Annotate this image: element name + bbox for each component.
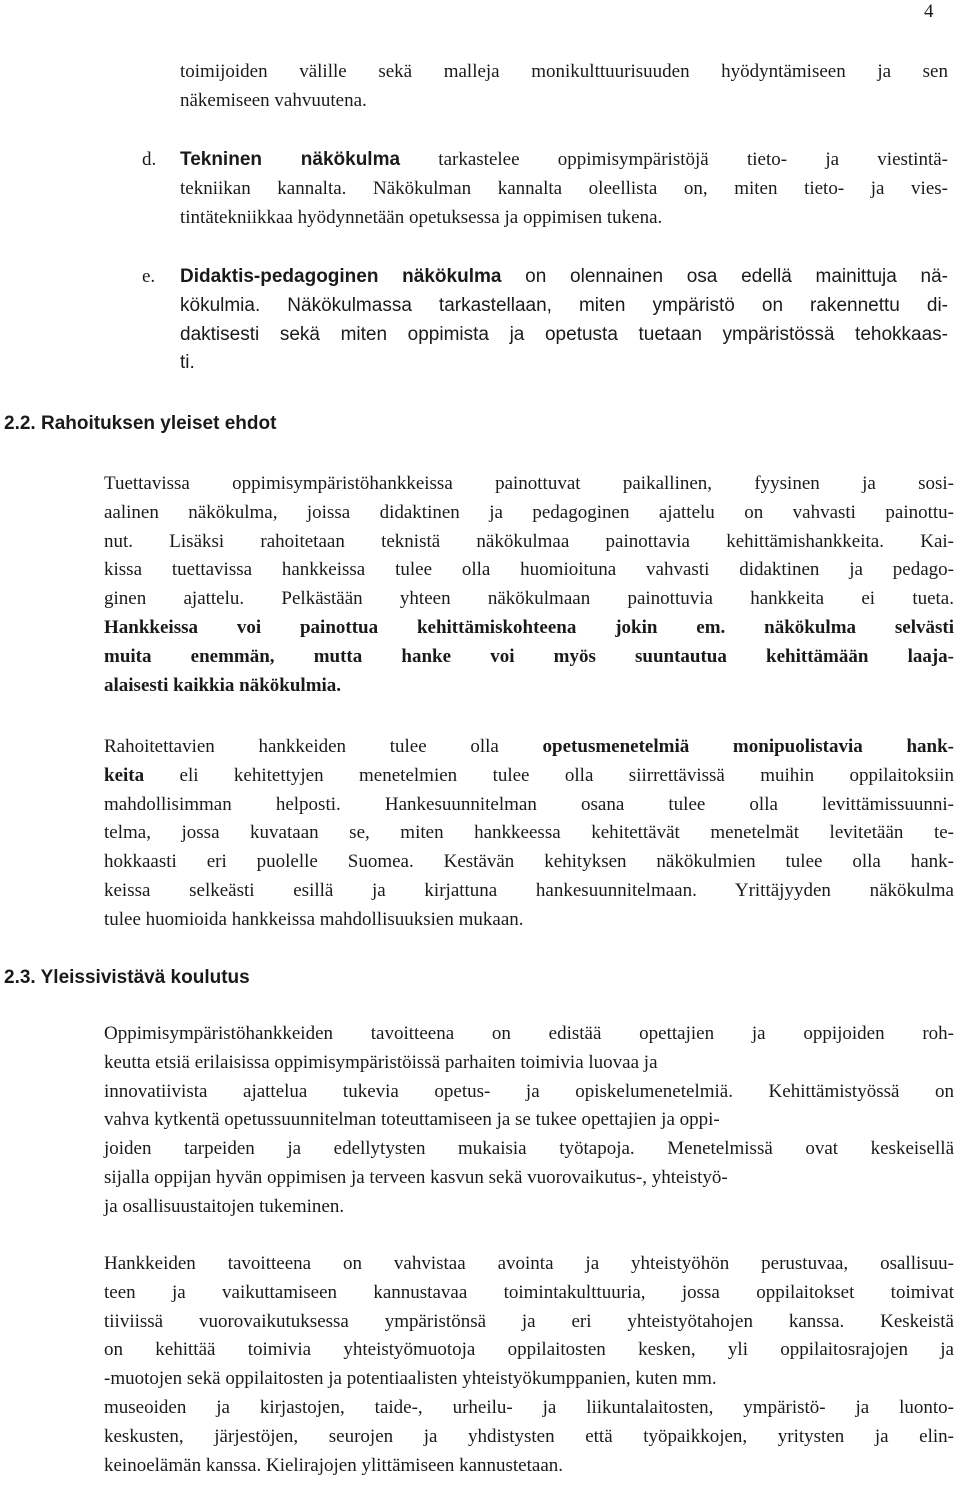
text-line: näkemiseen vahvuutena. [180,89,367,111]
text-line: telma, jossa kuvataan se, miten hankkeessa kehitettävät menetelmät levitetään te- [104,822,954,844]
term-didactic-pedagogical-perspective: Didaktis-pedagoginen näkökulma [180,266,502,287]
text-line: hokkaasti eri puolelle Suomea. Kestävän kehityksen näkökulmien tulee olla hank- [104,851,954,873]
text-line: innovatiivista ajattelua tukevia opetus- ja opiskelumenetelmiä. Kehittämistyössä on [104,1080,954,1102]
text-line: daktisesti sekä miten oppimista ja opetusta tuetaan ympäristössä tehokkaas- [180,323,948,345]
text-line: tulee huomioida hankkeissa mahdollisuuksien mukaan. [104,908,524,930]
text-line: sijalla oppijan hyvän oppimisen ja terveen kasvun sekä vuorovaikutus-, yhteistyö- [104,1166,728,1188]
list-letter-e: e. [142,266,156,287]
list-letter-d: d. [142,149,157,170]
list-item-c-continuation [180,58,948,116]
text-line: ti. [180,352,195,374]
text-line: Oppimisympäristöhankkeiden tavoitteena on edistää opettajien ja oppijoiden roh- [104,1023,954,1044]
text-line-bold: muita enemmän, mutta hanke voi myös suuntautua kehittämään laaja- [104,645,954,667]
section-heading-2-3: 2.3. Yleissivistävä koulutus [4,967,250,988]
text-line: tintätekniikkaa hyödynnetään opetuksessa ja oppimisen tukena. [180,206,663,228]
text-line-bold: alaisesti kaikkia näkökulmia. [104,674,342,696]
text-line: ginen ajattelu. Pelkästään yhteen näkökulmaan painottuvia hankkeita ei tueta. [104,588,954,610]
text-line: toimijoiden välille sekä malleja monikulttuurisuuden hyödyntämiseen ja sen [180,61,948,82]
text-line: kökulmia. Näkökulmassa tarkastellaan, miten ympäristö on rakennettu di- [180,294,948,316]
text-line-bold: Hankkeissa voi painottua kehittämiskohteena jokin em. näkökulma selvästi [104,616,954,638]
text-line: kissa tuettavissa hankkeissa tulee olla huomioituna vahvasti didaktinen ja pedago- [104,559,954,581]
text-line: -muotojen sekä oppilaitosten ja potentiaalisten yhteistyökumppanien, kuten mm. [104,1368,717,1390]
term-technical-perspective: Tekninen näkökulma [180,149,401,170]
text-line: keutta etsiä erilaisissa oppimisympäristöissä parhaiten toimivia luovaa ja [104,1051,658,1073]
text-line: Tekninen näkökulma tarkastelee oppimisympäristöjä tieto- ja viestintä- [180,149,949,170]
text-line: mahdollisimman helposti. Hankesuunnitelman osana tulee olla levittämissuunni- [104,793,954,815]
list-item-e [180,263,948,378]
text-line: museoiden ja kirjastojen, taide-, urheilu- ja liikuntalaitosten, ympäristö- ja luonto- [104,1396,954,1418]
text-line: tiiviissä vuorovaikutuksessa ympäristönsä ja eri yhteistyötahojen kanssa. Keskeistä [104,1310,954,1332]
text-line: nut. Lisäksi rahoitetaan teknistä näkökulmaa painottavia kehittämishankkeita. Kai- [104,530,954,552]
paragraph [104,470,954,700]
text-line: Tuettavissa oppimisympäristöhankkeissa painottuvat paikallinen, fyysinen ja sosi- [104,473,954,494]
paragraph [104,1250,954,1480]
text-line: Hankkeiden tavoitteena on vahvistaa avointa ja yhteistyöhön perustuvaa, osallisuu- [104,1253,954,1274]
text-line: aalinen näkökulma, joissa didaktinen ja pedagoginen ajattelu on vahvasti painottu- [104,501,954,523]
text-line: keinoelämän kanssa. Kielirajojen ylittämiseen kannustetaan. [104,1454,564,1476]
text-line: ja osallisuustaitojen tukeminen. [104,1195,345,1217]
text-line: keita eli kehitettyjen menetelmien tulee olla siirrettävissä muihin oppilaitoksiin [104,764,954,786]
emphasis-text: keita [104,764,145,786]
text-line: tekniikan kannalta. Näkökulman kannalta oleellista on, miten tieto- ja vies- [180,177,948,199]
text-line: on kehittää toimivia yhteistyömuotoja oppilaitosten kesken, yli oppilaitosrajojen ja [104,1339,954,1361]
emphasis-text: opetusmenetelmiä monipuolistavia hank- [542,736,955,757]
section-heading-2-2: 2.2. Rahoituksen yleiset ehdot [4,413,277,434]
text-line: joiden tarpeiden ja edellytysten mukaisia työtapoja. Menetelmissä ovat keskeisellä [104,1138,954,1160]
text-line: vahva kytkentä opetussuunnitelman toteuttamiseen ja se tukee opettajien ja oppi- [104,1109,720,1131]
text-line: Rahoitettavien hankkeiden tulee olla opetusmenetelmiä monipuolistavia hank- [104,736,955,757]
text-line: keissa selkeästi esillä ja kirjattuna hankesuunnitelmaan. Yrittäjyyden näkökulma [104,879,954,901]
paragraph [104,733,954,935]
text-line: Didaktis-pedagoginen näkökulma on olennainen osa edellä mainittuja nä- [180,266,949,287]
page-number: 4 [924,1,934,22]
list-item-d [180,146,948,232]
paragraph [104,1020,954,1222]
text-line: teen ja vaikuttamiseen kannustavaa toimintakulttuuria, jossa oppilaitokset toimivat [104,1281,954,1303]
text-line: keskusten, järjestöjen, seurojen ja yhdistysten että työpaikkojen, yritysten ja elin- [104,1425,954,1447]
